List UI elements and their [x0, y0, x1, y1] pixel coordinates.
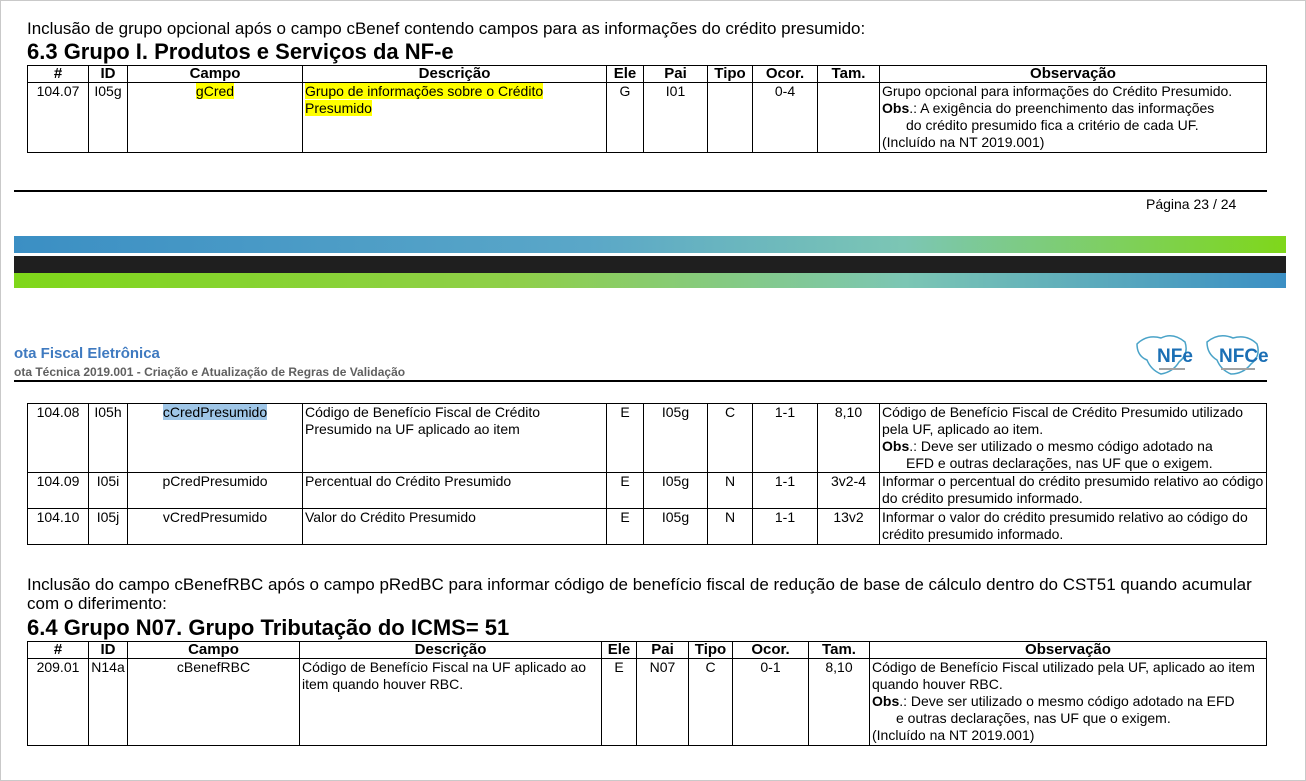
field-name-selected: cCredPresumido: [162, 404, 268, 420]
cell-ocor: 1-1: [753, 473, 818, 509]
col-id: ID: [89, 642, 128, 659]
col-obs: Observação: [870, 642, 1267, 659]
cell-obs: Informar o valor do crédito presumido relativo ao código do crédito presumido informado.: [880, 509, 1267, 545]
col-ele: Ele: [607, 66, 644, 83]
cell-id: I05i: [89, 473, 128, 509]
col-obs: Observação: [880, 66, 1267, 83]
footer-rule: [14, 190, 1267, 192]
cell-descricao: Código de Benefício Fiscal de Crédito Presumido na UF aplicado ao item: [303, 404, 607, 473]
logo-nfce-text: NFCe: [1219, 346, 1269, 367]
cell-campo: [128, 83, 303, 153]
col-ocor: Ocor.: [733, 642, 809, 659]
col-tam: Tam.: [818, 66, 880, 83]
section2-intro: Inclusão do campo cBenefRBC após o campo pRedBC para informar código de benefício fiscal de redução de base de cálculo dentro do CST51 quando acumular com o diferimento:: [27, 575, 1252, 613]
cell-pai: I05g: [644, 404, 708, 473]
cell-campo: cBenefRBC: [128, 659, 300, 746]
header-title: ota Fiscal Eletrônica: [14, 345, 160, 362]
cell-descricao: [303, 83, 607, 153]
cell-ele: E: [607, 404, 644, 473]
table-grupo-i: [27, 65, 1267, 153]
header-subtitle: ota Técnica 2019.001 - Criação e Atualização de Regras de Validação: [14, 365, 406, 379]
col-num: #: [28, 642, 89, 659]
obs-note: (Incluído na NT 2019.001): [882, 134, 1045, 150]
cell-descricao: Valor do Crédito Presumido: [303, 509, 607, 545]
obs-note: (Incluído na NT 2019.001): [872, 727, 1035, 743]
cell-ocor: 0-1: [733, 659, 809, 746]
brazil-map-icon: [1133, 330, 1271, 380]
cell-ele: G: [607, 83, 644, 153]
cell-tam: 13v2: [818, 509, 880, 545]
logo-nfe-text: NFe: [1157, 346, 1193, 367]
obs-text: .: Deve ser utilizado o mesmo código adotado na: [909, 438, 1213, 454]
page-number: Página 23 / 24: [1146, 196, 1237, 212]
cell-tipo: [708, 83, 753, 153]
cell-obs: [880, 83, 1267, 153]
cell-ocor: 1-1: [753, 404, 818, 473]
table-header-row: [28, 66, 1267, 83]
field-name-highlight: gCred: [195, 83, 235, 99]
obs-text: .: Deve ser utilizado o mesmo código adotado na EFD: [899, 693, 1235, 709]
cell-ele: E: [607, 509, 644, 545]
nfe-logo: [1133, 330, 1271, 380]
table-grupo-n07: [27, 641, 1267, 746]
section1-title: 6.3 Grupo I. Produtos e Serviços da NF-e: [27, 39, 454, 64]
table-grupo-i-continuation: [27, 403, 1267, 545]
table-row: [28, 509, 1267, 545]
col-campo: Campo: [128, 66, 303, 83]
col-tipo: Tipo: [689, 642, 733, 659]
cell-pai: I05g: [644, 509, 708, 545]
cell-pai: I01: [644, 83, 708, 153]
section2-title: 6.4 Grupo N07. Grupo Tributação do ICMS= 51: [27, 615, 510, 640]
cell-id: N14a: [89, 659, 128, 746]
cell-ele: E: [602, 659, 637, 746]
header-rule: [14, 380, 1267, 382]
col-num: #: [28, 66, 89, 83]
cell-tipo: C: [689, 659, 733, 746]
cell-ele: E: [607, 473, 644, 509]
cell-id: I05h: [89, 404, 128, 473]
table-row: [28, 659, 1267, 746]
description-highlight: Grupo de informações sobre o Crédito Presumido: [305, 83, 544, 116]
cell-num: 209.01: [28, 659, 89, 746]
table-row: [28, 473, 1267, 509]
obs-text: Código de Benefício Fiscal de Crédito Presumido utilizado pela UF, aplicado ao item.: [882, 404, 1244, 437]
table-row: [28, 83, 1267, 153]
col-campo: Campo: [128, 642, 300, 659]
section1-intro: Inclusão de grupo opcional após o campo cBenef contendo campos para as informações do crédito presumido:: [27, 19, 866, 38]
cell-obs: Informar o percentual do crédito presumido relativo ao código do crédito presumido informado.: [880, 473, 1267, 509]
obs-label: Obs: [882, 100, 910, 116]
cell-num: 104.09: [28, 473, 89, 509]
obs-text: e outras declarações, nas UF que o exigem.: [896, 710, 1171, 726]
cell-descricao: Percentual do Crédito Presumido: [303, 473, 607, 509]
col-descricao: Descrição: [300, 642, 602, 659]
cell-obs: [870, 659, 1267, 746]
cell-campo: pCredPresumido: [128, 473, 303, 509]
col-pai: Pai: [637, 642, 689, 659]
obs-text: do crédito presumido fica a critério de cada UF.: [906, 117, 1199, 133]
obs-text: .: A exigência do preenchimento das informações: [909, 100, 1215, 116]
cell-campo: vCredPresumido: [128, 509, 303, 545]
cell-descricao: Código de Benefício Fiscal na UF aplicado ao item quando houver RBC.: [300, 659, 602, 746]
cell-obs: [880, 404, 1267, 473]
col-tam: Tam.: [809, 642, 870, 659]
col-tipo: Tipo: [708, 66, 753, 83]
cell-tam: 8,10: [818, 404, 880, 473]
cell-tipo: N: [708, 509, 753, 545]
decorative-band-dark: [14, 256, 1286, 273]
cell-id: I05g: [89, 83, 128, 153]
obs-text: EFD e outras declarações, nas UF que o exigem.: [906, 455, 1213, 471]
cell-tipo: C: [708, 404, 753, 473]
cell-ocor: 1-1: [753, 509, 818, 545]
cell-tipo: N: [708, 473, 753, 509]
cell-num: 104.10: [28, 509, 89, 545]
cell-num: 104.08: [28, 404, 89, 473]
obs-label: Obs: [872, 693, 900, 709]
cell-pai: N07: [637, 659, 689, 746]
decorative-band-bottom: [14, 273, 1286, 288]
table-row: [28, 404, 1267, 473]
cell-tam: 3v2-4: [818, 473, 880, 509]
cell-pai: I05g: [644, 473, 708, 509]
cell-ocor: 0-4: [753, 83, 818, 153]
decorative-band-top: [14, 236, 1286, 253]
cell-tam: 8,10: [809, 659, 870, 746]
cell-campo: [128, 404, 303, 473]
col-descricao: Descrição: [303, 66, 607, 83]
col-ele: Ele: [602, 642, 637, 659]
cell-tam: [818, 83, 880, 153]
obs-text: Código de Benefício Fiscal utilizado pela UF, aplicado ao item quando houver RBC.: [872, 659, 1255, 692]
obs-label: Obs: [882, 438, 910, 454]
obs-text: Grupo opcional para informações do Crédito Presumido.: [882, 83, 1233, 99]
cell-id: I05j: [89, 509, 128, 545]
col-ocor: Ocor.: [753, 66, 818, 83]
col-pai: Pai: [644, 66, 708, 83]
table-header-row: [28, 642, 1267, 659]
cell-num: 104.07: [28, 83, 89, 153]
col-id: ID: [89, 66, 128, 83]
